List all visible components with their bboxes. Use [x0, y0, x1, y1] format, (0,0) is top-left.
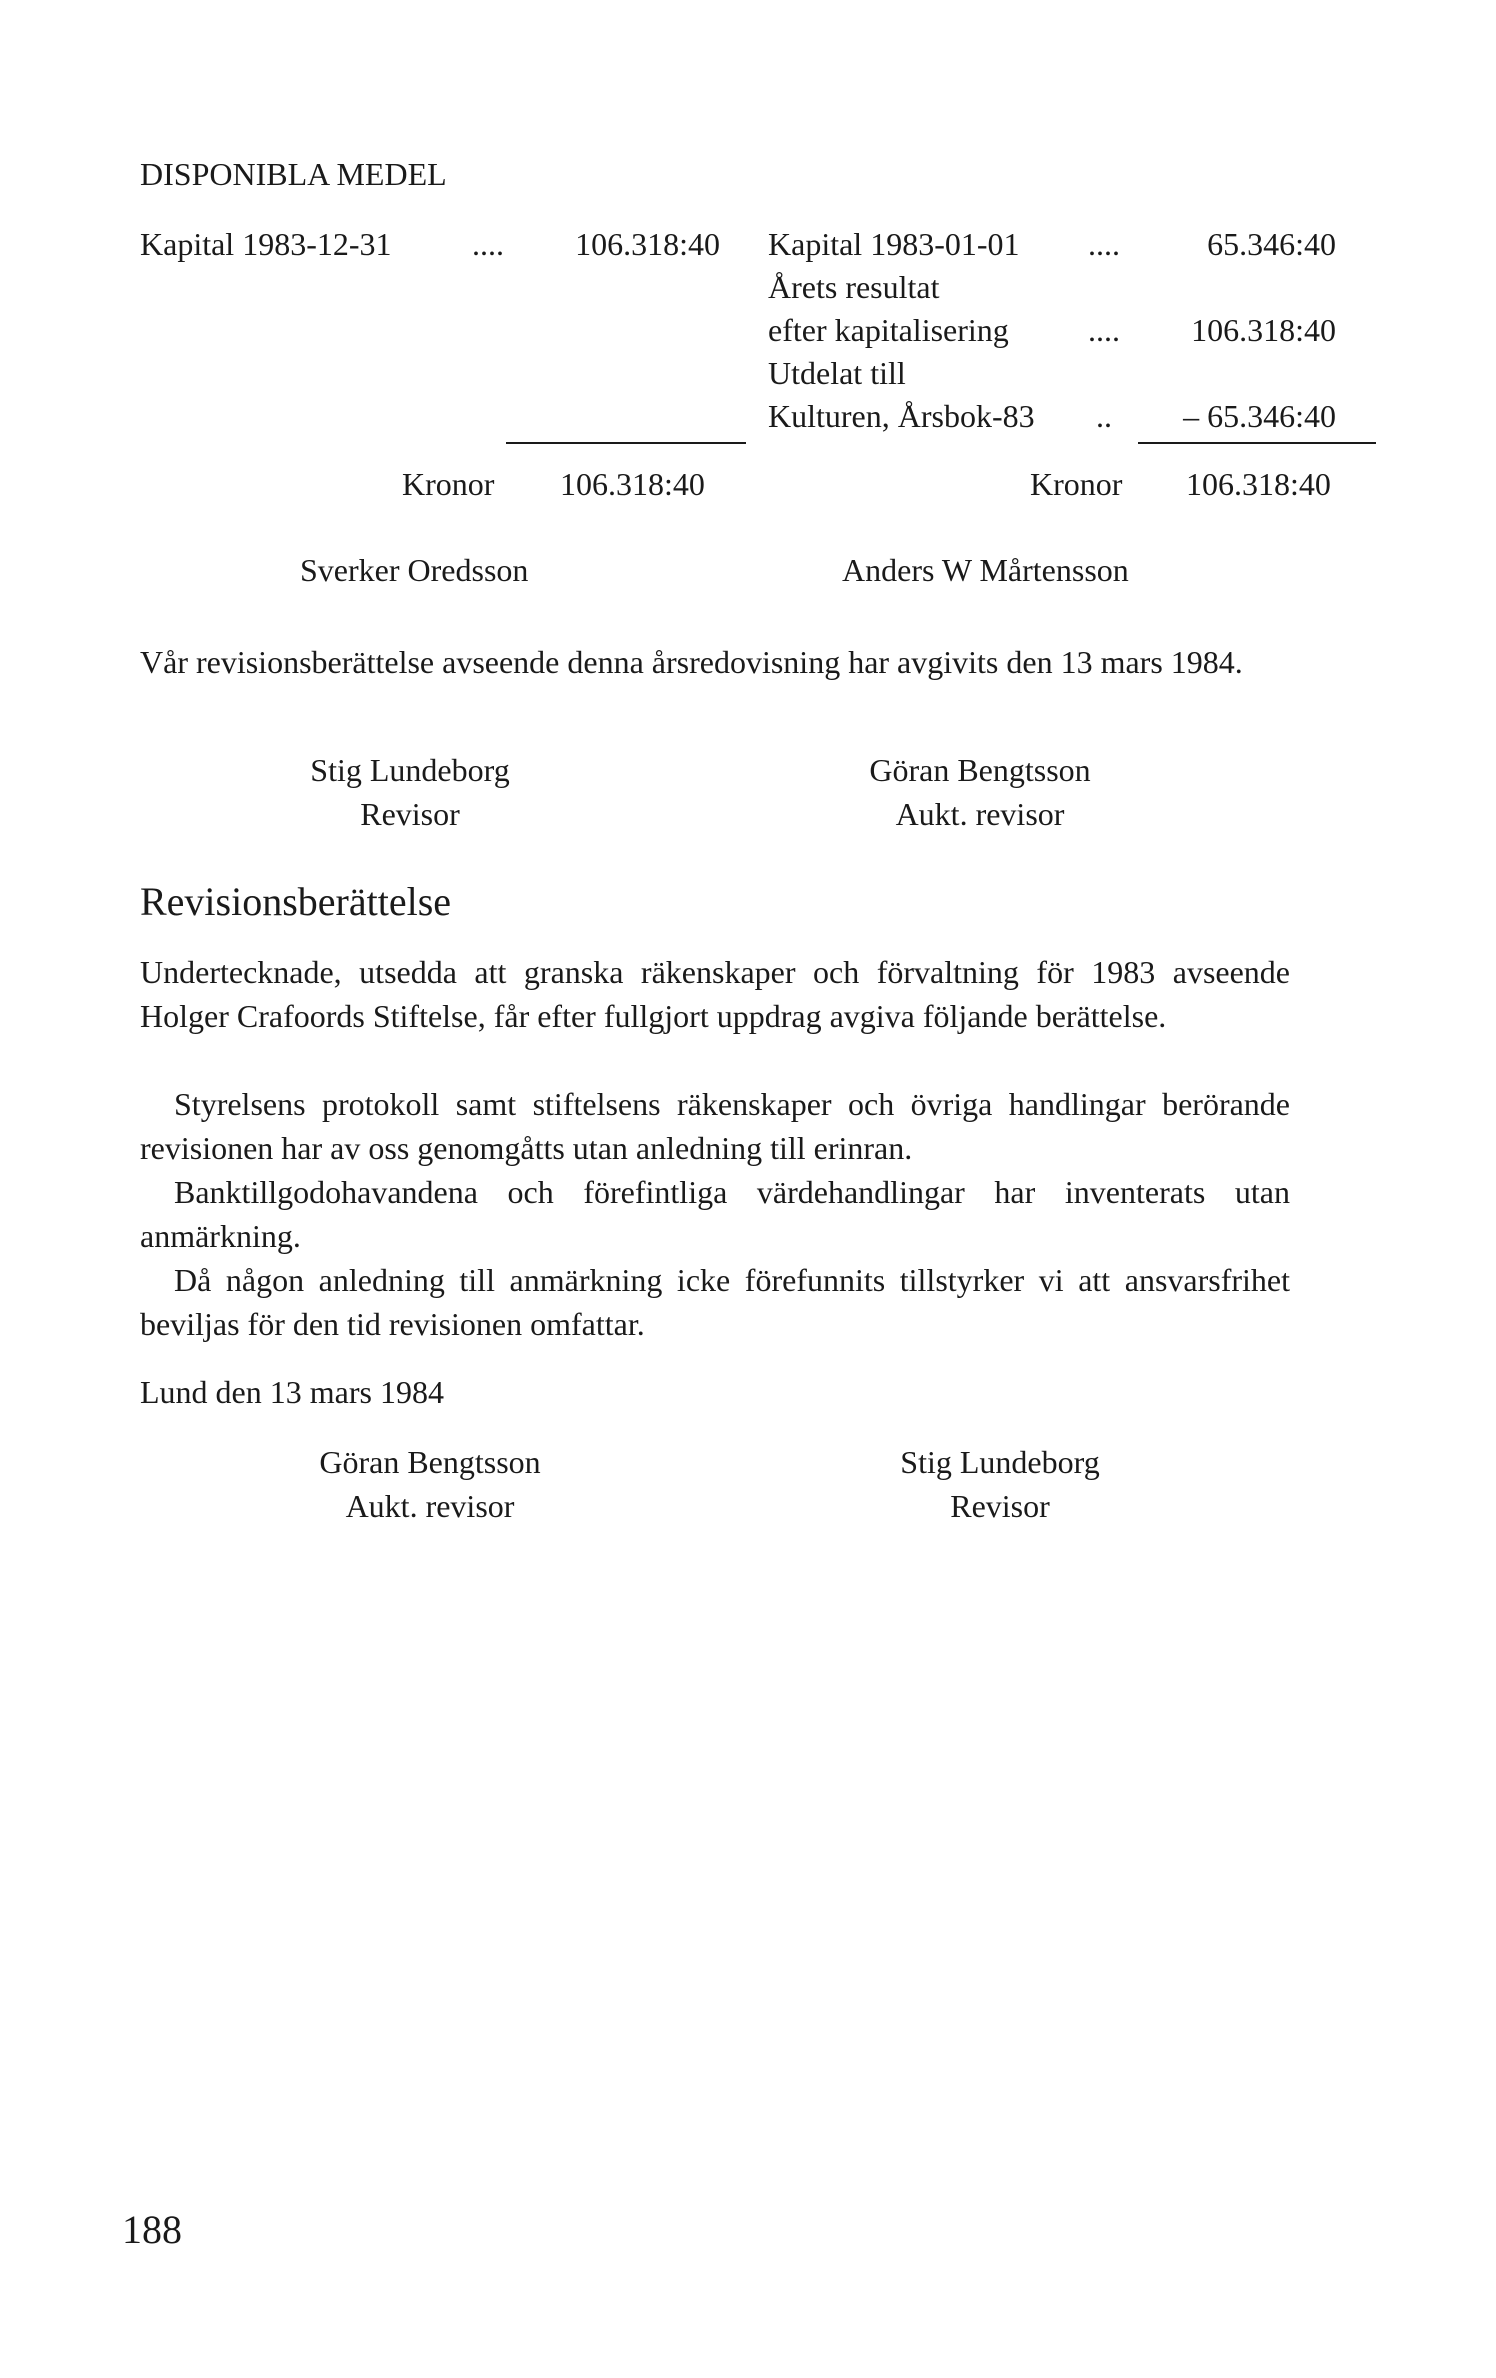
right-total-label: Kronor [1030, 466, 1123, 502]
audit-note: Vår revisionsberättelse avseende denna årsredovisning har avgivits den 13 mars 1984. [140, 644, 1243, 680]
right-result-dots: .... [1088, 312, 1120, 348]
left-capital-value: 106.318:40 [575, 226, 720, 262]
right-distribution-label-1: Utdelat till [768, 355, 906, 391]
audit1-left-name: Stig Lundeborg [310, 752, 510, 788]
place-date: Lund den 13 mars 1984 [140, 1374, 444, 1410]
report-paragraph-4-text: Då någon anledning till anmärkning icke förefunnits tillstyrker vi att ansvarsfrihet beviljas för den tid revisionen omfattar. [140, 1262, 1290, 1342]
section-title: DISPONIBLA MEDEL [140, 156, 447, 192]
right-distribution-label-2: Kulturen, Årsbok-83 [768, 398, 1035, 434]
report-paragraph-3-text: Banktillgodohavandena och förefintliga värdehandlingar har inventerats utan anmärkning. [140, 1174, 1290, 1254]
report-paragraph-4 [140, 1258, 1290, 1346]
audit2-left-title: Aukt. revisor [345, 1488, 515, 1524]
right-result-label-1: Årets resultat [768, 269, 940, 305]
left-sum-rule [506, 442, 746, 444]
audit2-right-name: Stig Lundeborg [900, 1444, 1100, 1480]
right-distribution-value: – 65.346:40 [1183, 398, 1336, 434]
audit1-right-title: Aukt. revisor [895, 796, 1065, 832]
left-total-label: Kronor [402, 466, 495, 502]
right-capital-start-value: 65.346:40 [1207, 226, 1336, 262]
right-sum-rule [1138, 442, 1376, 444]
left-total-value: 106.318:40 [560, 466, 705, 502]
right-capital-start-label: Kapital 1983-01-01 [768, 226, 1020, 262]
audit2-left-name: Göran Bengtsson [319, 1444, 541, 1480]
report-paragraph-1 [140, 950, 1290, 1038]
right-distribution-dots: .. [1096, 398, 1112, 434]
page-number: 188 [122, 2207, 182, 2252]
left-capital-dots: .... [472, 226, 504, 262]
report-paragraph-3 [140, 1170, 1290, 1258]
right-capital-start-dots: .... [1088, 226, 1120, 262]
right-result-value: 106.318:40 [1191, 312, 1336, 348]
audit1-left-title: Revisor [360, 796, 460, 832]
audit1-right-name: Göran Bengtsson [869, 752, 1091, 788]
report-paragraph-1-text: Undertecknade, utsedda att granska räkenskaper och förvaltning för 1983 avseende Holger Crafoords Stiftelse, får efter fullgjort uppdrag avgiva följande berättelse. [140, 954, 1290, 1034]
report-paragraph-2-text: Styrelsens protokoll samt stiftelsens räkenskaper och övriga handlingar berörande revisionen har av oss genomgåtts utan anledning till erinran. [140, 1086, 1290, 1166]
report-heading: Revisionsberättelse [140, 879, 452, 924]
right-result-label-2: efter kapitalisering [768, 312, 1009, 348]
signature-anders-martensson: Anders W Mårtensson [842, 552, 1129, 588]
left-capital-label: Kapital 1983-12-31 [140, 226, 392, 262]
report-paragraph-2 [140, 1082, 1290, 1170]
right-total-value: 106.318:40 [1186, 466, 1331, 502]
signature-sverker-oredsson: Sverker Oredsson [300, 552, 529, 588]
audit2-right-title: Revisor [950, 1488, 1050, 1524]
